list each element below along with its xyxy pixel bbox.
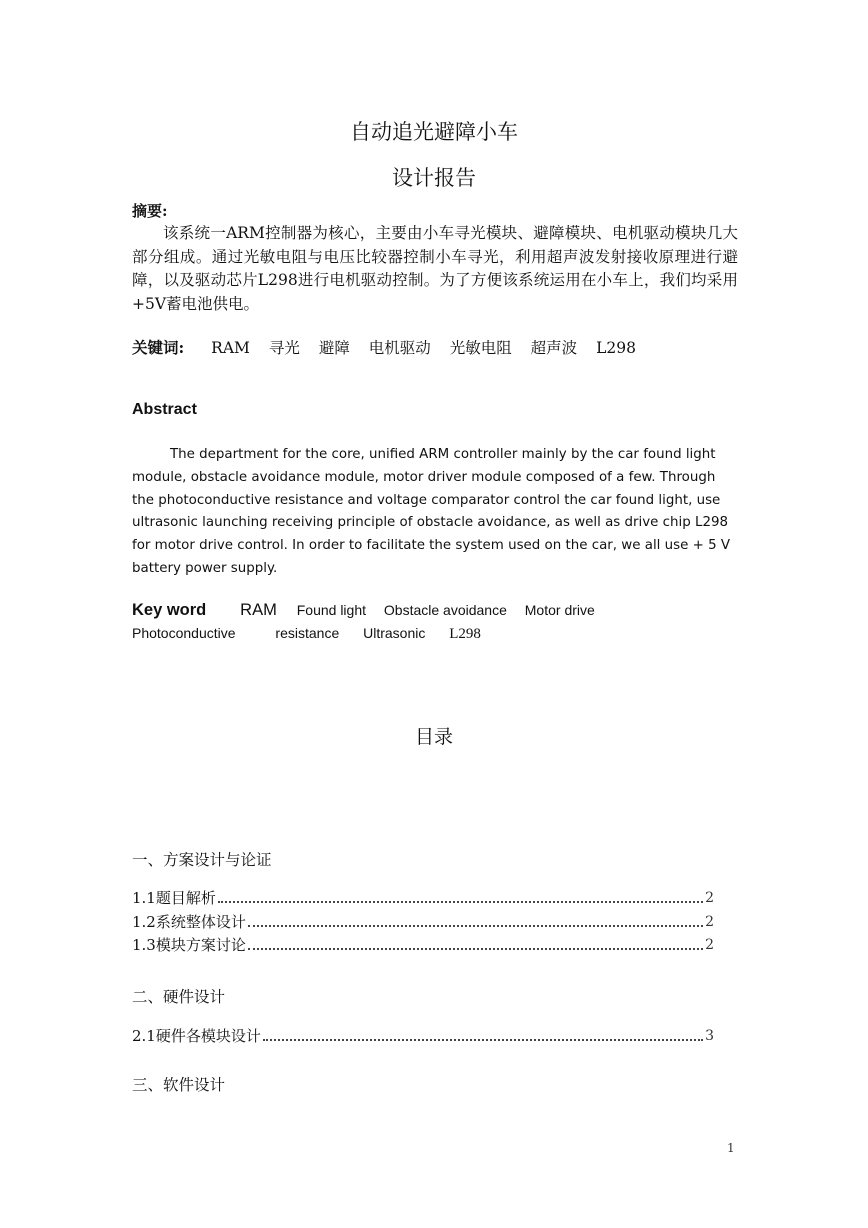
keyword-cn: RAM bbox=[211, 339, 250, 357]
toc-entry-label: 1.3模块方案讨论 bbox=[132, 936, 246, 954]
page-number: 1 bbox=[727, 1141, 735, 1155]
toc-entry-page: 2 bbox=[705, 890, 714, 906]
keyword-cn: 寻光 bbox=[268, 339, 300, 357]
toc-entry-page: 2 bbox=[705, 914, 714, 930]
abstract-cn-text: 该系统一ARM控制器为核心，主要由小车寻光模块、避障模块、电机驱动模块几大部分组成。通过光敏电阻与电压比较器控制小车寻光，利用超声波发射接收原理进行避障，以及驱动芯片L298进行电机驱动控制。为了方便该系统运用在小车上，我们均采用+5V蓄电池供电。 bbox=[132, 224, 738, 313]
toc-entry-label: 1.1题目解析 bbox=[132, 889, 216, 907]
keyword-cn: 电机驱动 bbox=[368, 339, 431, 357]
keyword-en: RAM bbox=[240, 601, 277, 619]
toc-section-heading: 三、软件设计 bbox=[132, 1076, 226, 1094]
toc-section-heading: 二、硬件设计 bbox=[132, 988, 226, 1006]
toc-leader-dots bbox=[248, 925, 703, 927]
report-title-line1: 自动追光避障小车 bbox=[350, 120, 518, 144]
toc-entry[interactable] bbox=[132, 912, 714, 932]
report-title-line2: 设计报告 bbox=[392, 166, 476, 190]
keyword-en: Obstacle avoidance bbox=[383, 602, 507, 618]
keywords-cn-row bbox=[132, 336, 650, 358]
keyword-cn: 避障 bbox=[318, 339, 350, 357]
keyword-en: Motor drive bbox=[524, 602, 595, 618]
abstract-en-text: The department for the core, unified ARM controller mainly by the car found light module, obstacle avoidance module, motor driver module composed of a few. Through the photoconductive resistance and voltage comparator control the car found light, use ultrasonic launching receiving principle of obstacle avoidance, as well as drive chip L298 for motor drive control. In order to facilitate the system used on the car, we all use + 5 V battery power supply. bbox=[132, 447, 731, 576]
keywords-cn-label: 关键词: bbox=[132, 338, 185, 357]
keywords-en-row-2 bbox=[132, 625, 481, 643]
toc-entry-page: 3 bbox=[705, 1028, 714, 1044]
keyword-en: Found light bbox=[296, 602, 367, 618]
toc-entry[interactable] bbox=[132, 1026, 714, 1046]
toc-leader-dots bbox=[263, 1039, 703, 1041]
abstract-cn-label: 摘要: bbox=[132, 202, 168, 220]
keywords-en-label: Key word bbox=[132, 601, 207, 619]
toc-leader-dots bbox=[248, 948, 703, 950]
keywords-en-row-1 bbox=[132, 601, 609, 620]
keyword-cn: 超声波 bbox=[530, 339, 578, 357]
keyword-en: Photoconductive bbox=[132, 625, 236, 641]
keyword-cn: 光敏电阻 bbox=[449, 339, 512, 357]
toc-entry-label: 2.1硬件各模块设计 bbox=[132, 1027, 261, 1045]
toc-entry-label: 1.2系统整体设计 bbox=[132, 913, 246, 931]
keyword-en: resistance bbox=[275, 625, 340, 641]
keyword-cn: L298 bbox=[596, 339, 637, 357]
keyword-en: L298 bbox=[449, 626, 481, 642]
toc-entry[interactable] bbox=[132, 888, 714, 908]
toc-entry[interactable] bbox=[132, 935, 714, 955]
toc-entry-page: 2 bbox=[705, 937, 714, 953]
toc-section-heading: 一、方案设计与论证 bbox=[132, 851, 272, 869]
keyword-en: Ultrasonic bbox=[363, 625, 426, 641]
toc-title: 目录 bbox=[414, 726, 453, 748]
abstract-en-title: Abstract bbox=[132, 401, 197, 418]
toc-leader-dots bbox=[218, 901, 703, 903]
